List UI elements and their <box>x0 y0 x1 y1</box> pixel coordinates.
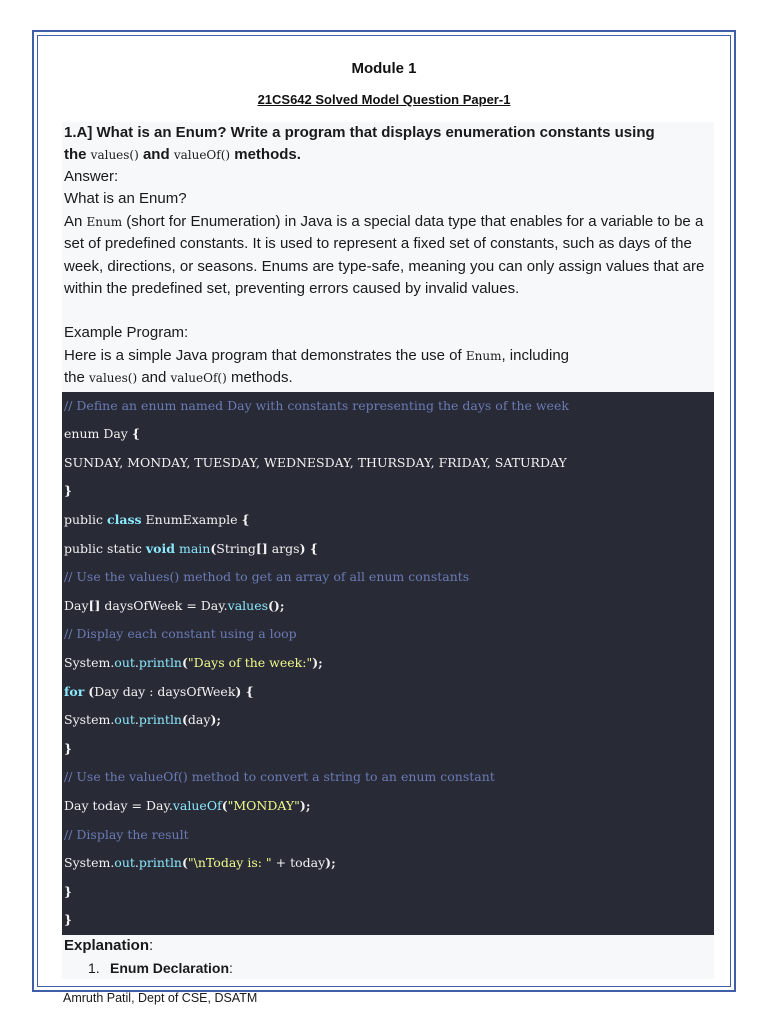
code-line <box>64 506 712 535</box>
code-line <box>64 706 712 735</box>
code-token: . <box>134 655 139 670</box>
code-token: class <box>107 512 142 528</box>
code-line <box>64 849 712 878</box>
code-token: System. <box>64 712 115 728</box>
code-line <box>64 392 712 421</box>
code-line <box>64 620 712 649</box>
code-token: SUNDAY, MONDAY, TUESDAY, WEDNESDAY, THURSDAY, FRIDAY, SATURDAY <box>64 454 567 470</box>
code-line <box>64 592 712 621</box>
code-token: public static <box>64 540 146 556</box>
code-line <box>64 420 712 449</box>
code-line <box>64 906 712 935</box>
code-token: enum Day <box>64 426 132 442</box>
code-token: } <box>64 883 73 899</box>
code-line <box>64 477 712 506</box>
code-token: out <box>114 712 135 728</box>
code-token: ( <box>182 855 188 871</box>
page-subtitle: 21CS642 Solved Model Question Paper-1 <box>257 92 511 107</box>
code-token: } <box>64 912 73 928</box>
code-token: ( <box>182 655 188 670</box>
code-line <box>64 649 712 678</box>
code-token: out <box>114 655 135 670</box>
code-token: Day <box>64 597 89 613</box>
code-token: "\nToday is: " <box>187 855 272 871</box>
code-line <box>64 563 712 592</box>
code-token: ( <box>221 797 228 813</box>
code-token: // Use the valueOf() method to convert a string to an enum constant <box>64 769 495 785</box>
code-token: ); <box>325 855 336 871</box>
code-line <box>64 763 712 792</box>
code-token: for <box>64 683 85 699</box>
code-line <box>64 821 712 850</box>
code-token: void <box>145 540 176 556</box>
code-token: // Display the result <box>64 826 189 842</box>
code-token: [] <box>255 540 268 556</box>
code-token: EnumExample <box>141 512 242 528</box>
main-content <box>62 122 714 979</box>
values-method-name: values() <box>90 148 139 162</box>
code-line <box>64 449 712 478</box>
valueof-method-name: valueOf() <box>173 148 231 162</box>
page-footer: Amruth Patil, Dept of CSE, DSATM <box>63 991 258 1005</box>
code-token: System. <box>64 855 115 871</box>
answer-label: Answer: <box>64 168 119 185</box>
list-item: 1. Enum Declaration: <box>88 959 233 976</box>
code-line <box>64 735 712 764</box>
paragraph-gap <box>62 300 714 322</box>
answer-intro-paragraph: An Enum (short for Enumeration) in Java is a special data type that enables for a variable to be a set of predefined constants. It is used to represent a fixed set of constants, such as days of the week, directions, or seasons. Enums are type-safe, meaning you can only assign values that are within the predefined set, preventing errors caused by invalid values. <box>64 212 705 298</box>
code-token: ); <box>312 655 323 670</box>
example-label: Example Program: <box>64 324 189 342</box>
code-token: day <box>187 712 211 728</box>
code-token: // Define an enum named Day with constants representing the days of the week <box>64 397 569 413</box>
code-token: // Display each constant using a loop <box>64 626 297 642</box>
enum-keyword: Enum <box>86 214 123 229</box>
code-token: { <box>241 512 250 528</box>
code-token: println <box>138 655 182 670</box>
code-token: public <box>64 512 108 528</box>
code-line <box>64 535 712 564</box>
code-token: println <box>138 712 182 728</box>
code-token: Day today = Day. <box>64 797 173 813</box>
code-token: } <box>64 483 73 499</box>
answer-heading: What is an Enum? <box>64 190 187 208</box>
question-heading: 1.A] What is an Enum? Write a program that displays enumeration constants using the values() and valueOf() methods. <box>64 124 655 163</box>
question-line-1: 1.A] What is an Enum? Write a program that displays enumeration constants using <box>64 124 655 141</box>
code-line <box>64 792 712 821</box>
code-token: String <box>216 540 256 556</box>
code-token: args <box>267 540 300 556</box>
code-token: ( <box>182 712 188 728</box>
page-title: Module 1 <box>351 60 417 77</box>
code-token: } <box>64 740 73 756</box>
code-token: out <box>114 855 135 871</box>
code-token: ); <box>299 797 311 813</box>
explanation-heading: Explanation: <box>64 936 154 954</box>
code-token: ( <box>210 540 217 556</box>
code-token: System. <box>64 655 115 670</box>
code-line <box>64 678 712 707</box>
example-description: Here is a simple Java program that demonstrates the use of Enum, including the values() and valueOf() methods. <box>64 346 570 387</box>
code-token: "Days of the week:" <box>187 655 313 670</box>
code-token: ); <box>210 712 221 728</box>
code-token: // Use the values() method to get an array of all enum constants <box>64 569 470 585</box>
code-token: daysOfWeek = Day. <box>100 597 228 613</box>
code-token: + today <box>271 855 326 871</box>
code-token: values <box>227 597 269 613</box>
code-token: ( <box>88 683 95 699</box>
code-token: . <box>134 712 139 728</box>
code-token: valueOf <box>172 797 222 813</box>
code-token: (); <box>268 597 285 613</box>
code-token: . <box>134 855 139 871</box>
code-block <box>62 392 714 935</box>
code-token: { <box>131 426 140 442</box>
code-token: [] <box>88 597 101 613</box>
code-token: "MONDAY" <box>227 797 300 813</box>
code-token: Day day : daysOfWeek <box>94 683 236 699</box>
code-token: ) { <box>235 683 254 699</box>
code-token: ) { <box>299 540 318 556</box>
code-token: println <box>138 855 182 871</box>
code-line <box>64 878 712 907</box>
code-token: main <box>179 540 211 556</box>
